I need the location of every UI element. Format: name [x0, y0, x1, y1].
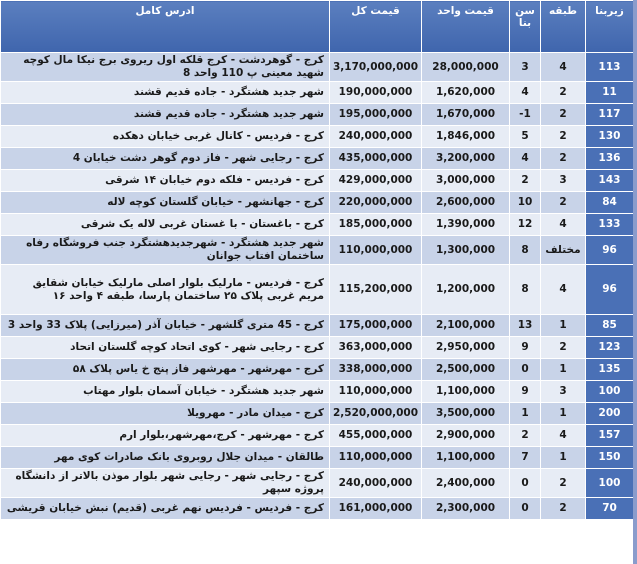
- cell-total-price[interactable]: 110,000,000: [330, 381, 422, 403]
- cell-unit-price[interactable]: 2,500,000: [422, 359, 510, 381]
- cell-unit-price[interactable]: 1,390,000: [422, 214, 510, 236]
- table-row[interactable]: [1, 403, 634, 425]
- cell-address[interactable]: کرج - گوهردشت - کرج قلکه اول ریروی برج نیکا مال کوچه شهید معینی پ 110 واحد 8: [1, 53, 330, 82]
- cell-age[interactable]: 7: [510, 447, 541, 469]
- header-age[interactable]: سن بنا: [510, 1, 541, 53]
- cell-floor[interactable]: 2: [541, 469, 586, 498]
- cell-floor[interactable]: 1: [541, 359, 586, 381]
- cell-age[interactable]: 9: [510, 381, 541, 403]
- cell-address[interactable]: کرج - رجایی شهر - رجایی شهر بلوار موذن بالاتر از دانشگاه پروژه سپهر: [1, 469, 330, 498]
- cell-age[interactable]: 9: [510, 337, 541, 359]
- table-row[interactable]: [1, 192, 634, 214]
- cell-total-price[interactable]: 110,000,000: [330, 447, 422, 469]
- header-unit-price[interactable]: قیمت واحد: [422, 1, 510, 53]
- cell-area[interactable]: 11: [586, 82, 634, 104]
- cell-floor[interactable]: 1: [541, 315, 586, 337]
- cell-total-price[interactable]: 435,000,000: [330, 148, 422, 170]
- table-row[interactable]: [1, 337, 634, 359]
- cell-area[interactable]: 150: [586, 447, 634, 469]
- table-row[interactable]: [1, 170, 634, 192]
- cell-address[interactable]: کرج - میدان مادر - مهرویلا: [1, 403, 330, 425]
- cell-address[interactable]: شهر جدید هشتگرد - جاده قدیم قشند: [1, 104, 330, 126]
- cell-area[interactable]: 100: [586, 469, 634, 498]
- cell-unit-price[interactable]: 1,670,000: [422, 104, 510, 126]
- cell-age[interactable]: 8: [510, 265, 541, 315]
- cell-address[interactable]: طالقان - میدان جلال روبروی بانک صادرات کوی مهر: [1, 447, 330, 469]
- cell-floor[interactable]: مختلف: [541, 236, 586, 265]
- cell-age[interactable]: 10: [510, 192, 541, 214]
- cell-total-price[interactable]: 175,000,000: [330, 315, 422, 337]
- cell-address[interactable]: کرج - فردیس - مارلیک بلوار اصلی مارلیک خیابان شقایق مریم غربی پلاک ۲۵ ساختمان پارسا، طبقه ۴ واحد ۱۶: [1, 265, 330, 315]
- table-row[interactable]: [1, 315, 634, 337]
- cell-total-price[interactable]: 161,000,000: [330, 498, 422, 520]
- cell-total-price[interactable]: 363,000,000: [330, 337, 422, 359]
- cell-address[interactable]: کرج - فردیس - فلکه دوم خیابان ۱۴ شرقی: [1, 170, 330, 192]
- header-floor[interactable]: طبقه: [541, 1, 586, 53]
- table-row[interactable]: [1, 236, 634, 265]
- table-row[interactable]: [1, 104, 634, 126]
- cell-unit-price[interactable]: 1,100,000: [422, 447, 510, 469]
- table-row[interactable]: [1, 498, 634, 520]
- cell-unit-price[interactable]: 1,200,000: [422, 265, 510, 315]
- cell-address[interactable]: شهر جدید هشتگرد - خیابان آسمان بلوار مهتاب: [1, 381, 330, 403]
- cell-floor[interactable]: 2: [541, 192, 586, 214]
- cell-area[interactable]: 136: [586, 148, 634, 170]
- cell-area[interactable]: 100: [586, 381, 634, 403]
- table-row[interactable]: [1, 148, 634, 170]
- table-row[interactable]: [1, 53, 634, 82]
- cell-unit-price[interactable]: 3,500,000: [422, 403, 510, 425]
- cell-floor[interactable]: 4: [541, 53, 586, 82]
- cell-address[interactable]: کرج - فردیس - فردیس نهم غربی (قدیم) نبش خیابان قریشی: [1, 498, 330, 520]
- cell-total-price[interactable]: 3,170,000,000: [330, 53, 422, 82]
- cell-area[interactable]: 117: [586, 104, 634, 126]
- cell-floor[interactable]: 4: [541, 425, 586, 447]
- cell-floor[interactable]: 4: [541, 214, 586, 236]
- cell-total-price[interactable]: 455,000,000: [330, 425, 422, 447]
- cell-total-price[interactable]: 110,000,000: [330, 236, 422, 265]
- cell-unit-price[interactable]: 3,000,000: [422, 170, 510, 192]
- cell-unit-price[interactable]: 2,950,000: [422, 337, 510, 359]
- table-row[interactable]: [1, 265, 634, 315]
- header-row: [1, 1, 634, 53]
- cell-age[interactable]: 13: [510, 315, 541, 337]
- cell-area[interactable]: 143: [586, 170, 634, 192]
- cell-floor[interactable]: 2: [541, 498, 586, 520]
- table-row[interactable]: [1, 469, 634, 498]
- cell-unit-price[interactable]: 1,100,000: [422, 381, 510, 403]
- header-address[interactable]: ادرس کامل: [1, 1, 330, 53]
- cell-unit-price[interactable]: 28,000,000: [422, 53, 510, 82]
- cell-age[interactable]: 0: [510, 359, 541, 381]
- cell-age[interactable]: 2: [510, 425, 541, 447]
- cell-area[interactable]: 200: [586, 403, 634, 425]
- cell-unit-price[interactable]: 2,100,000: [422, 315, 510, 337]
- cell-unit-price[interactable]: 3,200,000: [422, 148, 510, 170]
- cell-age[interactable]: -1: [510, 104, 541, 126]
- cell-total-price[interactable]: 240,000,000: [330, 126, 422, 148]
- cell-address[interactable]: کرج - فردیس - کانال غربی خیابان دهکده: [1, 126, 330, 148]
- cell-unit-price[interactable]: 2,300,000: [422, 498, 510, 520]
- cell-total-price[interactable]: 195,000,000: [330, 104, 422, 126]
- cell-age[interactable]: 4: [510, 82, 541, 104]
- cell-floor[interactable]: 3: [541, 170, 586, 192]
- table-row[interactable]: [1, 126, 634, 148]
- cell-floor[interactable]: 3: [541, 381, 586, 403]
- cell-floor[interactable]: 1: [541, 447, 586, 469]
- cell-age[interactable]: 0: [510, 498, 541, 520]
- cell-floor[interactable]: 2: [541, 148, 586, 170]
- cell-age[interactable]: 8: [510, 236, 541, 265]
- table-row[interactable]: [1, 425, 634, 447]
- cell-floor[interactable]: 2: [541, 126, 586, 148]
- cell-total-price[interactable]: 338,000,000: [330, 359, 422, 381]
- cell-area[interactable]: 70: [586, 498, 634, 520]
- cell-unit-price[interactable]: 2,600,000: [422, 192, 510, 214]
- cell-address[interactable]: کرج - 45 متری گلشهر - خیابان آذر (میرزایی) پلاک 33 واحد 3: [1, 315, 330, 337]
- cell-age[interactable]: 12: [510, 214, 541, 236]
- table-row[interactable]: [1, 447, 634, 469]
- cell-floor[interactable]: 2: [541, 82, 586, 104]
- cell-address[interactable]: کرج - جهانشهر - خیابان گلستان کوچه لاله: [1, 192, 330, 214]
- cell-area[interactable]: 123: [586, 337, 634, 359]
- cell-address[interactable]: کرج - رجایی شهر - کوی اتحاد کوچه گلستان اتحاد: [1, 337, 330, 359]
- cell-unit-price[interactable]: 1,846,000: [422, 126, 510, 148]
- cell-total-price[interactable]: 220,000,000: [330, 192, 422, 214]
- cell-age[interactable]: 4: [510, 148, 541, 170]
- cell-total-price[interactable]: 240,000,000: [330, 469, 422, 498]
- header-area[interactable]: زیربنا: [586, 1, 634, 53]
- cell-area[interactable]: 113: [586, 53, 634, 82]
- cell-area[interactable]: 84: [586, 192, 634, 214]
- cell-unit-price[interactable]: 2,900,000: [422, 425, 510, 447]
- cell-floor[interactable]: 4: [541, 265, 586, 315]
- cell-unit-price[interactable]: 1,620,000: [422, 82, 510, 104]
- cell-unit-price[interactable]: 1,300,000: [422, 236, 510, 265]
- cell-area[interactable]: 96: [586, 236, 634, 265]
- window-edge: [633, 0, 637, 564]
- cell-area[interactable]: 85: [586, 315, 634, 337]
- cell-total-price[interactable]: 185,000,000: [330, 214, 422, 236]
- cell-age[interactable]: 3: [510, 53, 541, 82]
- cell-address[interactable]: شهر جدید هشتگرد - جاده قدیم قشند: [1, 82, 330, 104]
- cell-address[interactable]: کرج - رجایی شهر - فاز دوم گوهر دشت خیابان 4: [1, 148, 330, 170]
- cell-area[interactable]: 96: [586, 265, 634, 315]
- cell-total-price[interactable]: 2,520,000,000: [330, 403, 422, 425]
- cell-address[interactable]: کرج - باغستان - با غستان غربی لاله یک شرقی: [1, 214, 330, 236]
- table-row[interactable]: [1, 381, 634, 403]
- cell-age[interactable]: 2: [510, 170, 541, 192]
- cell-area[interactable]: 135: [586, 359, 634, 381]
- cell-address[interactable]: کرج - مهرشهر - مهرشهر فاز پنج خ یاس پلاک ۵۸: [1, 359, 330, 381]
- cell-area[interactable]: 133: [586, 214, 634, 236]
- table-row[interactable]: [1, 359, 634, 381]
- cell-floor[interactable]: 1: [541, 403, 586, 425]
- cell-total-price[interactable]: 429,000,000: [330, 170, 422, 192]
- cell-address[interactable]: کرج - مهرشهر - کرج،مهرشهر،بلوار ارم: [1, 425, 330, 447]
- cell-address[interactable]: شهر جدید هشتگرد - شهرجدیدهشتگرد جنب فروشگاه رفاه ساختمان افتاب جوانان: [1, 236, 330, 265]
- cell-age[interactable]: 5: [510, 126, 541, 148]
- cell-total-price[interactable]: 115,200,000: [330, 265, 422, 315]
- cell-total-price[interactable]: 190,000,000: [330, 82, 422, 104]
- cell-floor[interactable]: 2: [541, 104, 586, 126]
- cell-area[interactable]: 157: [586, 425, 634, 447]
- cell-age[interactable]: 0: [510, 469, 541, 498]
- cell-age[interactable]: 1: [510, 403, 541, 425]
- header-total-price[interactable]: قیمت کل: [330, 1, 422, 53]
- cell-unit-price[interactable]: 2,400,000: [422, 469, 510, 498]
- table-row[interactable]: [1, 82, 634, 104]
- table-row[interactable]: [1, 214, 634, 236]
- cell-area[interactable]: 130: [586, 126, 634, 148]
- cell-floor[interactable]: 2: [541, 337, 586, 359]
